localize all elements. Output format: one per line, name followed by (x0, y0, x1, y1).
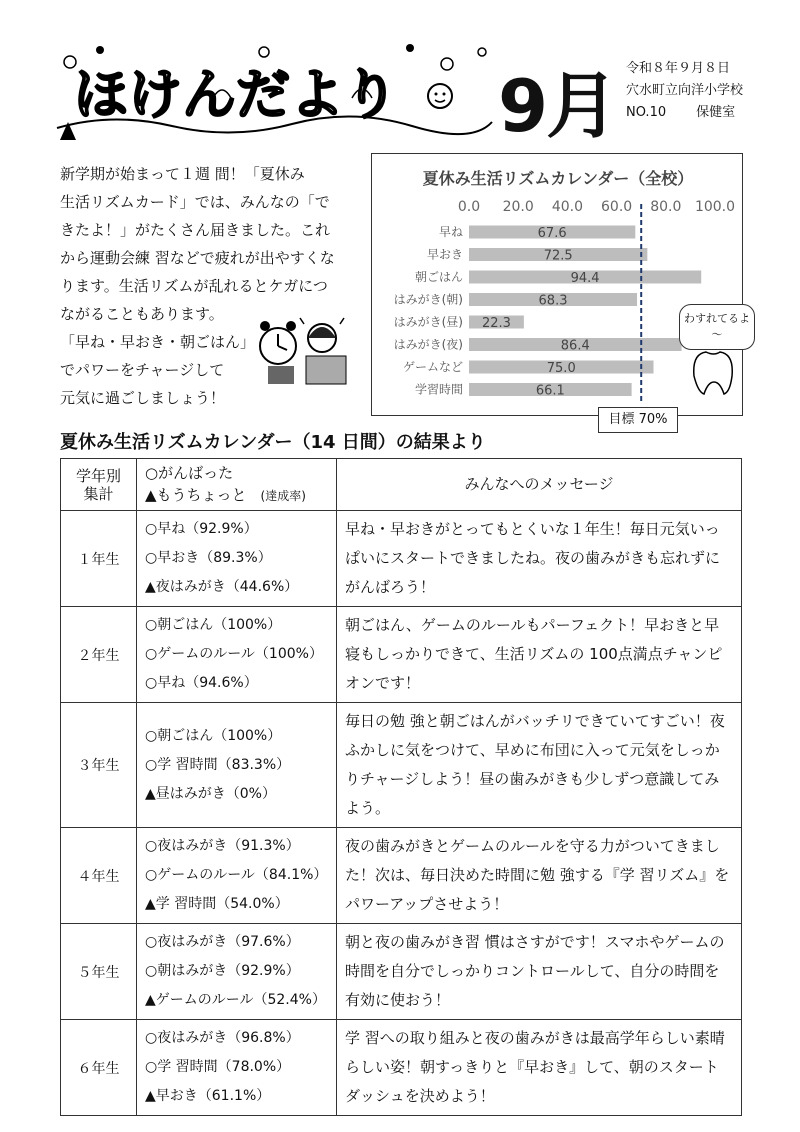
masthead-title: ほけんだより (74, 63, 398, 126)
achievement-item: ▲ゲームのルール（52.4%） (145, 992, 326, 1008)
target-label: 目標 70% (598, 407, 678, 433)
table-row (61, 607, 742, 703)
category-label: ゲームなど (402, 360, 463, 374)
chart-frame (371, 153, 743, 416)
table-row (61, 703, 742, 828)
category-label: はみがき(昼) (393, 315, 463, 329)
achievement-item: ○朝はみがき（92.9%） (145, 963, 300, 979)
school-name: 穴水町立向洋小学校 (626, 83, 744, 98)
grade-cell: ６年生 (61, 1020, 137, 1116)
achievement-item: ○夜はみがき（97.6%） (145, 934, 300, 950)
intro-line: 新学期が始まって１週 間！「夏休み (60, 165, 305, 183)
grade-cell: １年生 (61, 511, 137, 607)
bar-chart (372, 154, 744, 417)
table-row (61, 511, 742, 607)
message-cell: 朝と夜の歯みがき習 慣はさすがです！スマホやゲームの時間を自分でしっかりコントロールして、自分の時間を有効に使おう！ (337, 924, 742, 1020)
speech-bubble: わすれてるよ～ (679, 304, 755, 350)
data-label: 72.5 (543, 248, 573, 264)
data-label: 67.6 (537, 226, 567, 241)
achievement-item: ○ゲームのルール（100%） (145, 646, 323, 662)
items-cell (137, 828, 337, 924)
intro-line: 生活リズムカード」では、みんなの「で (60, 193, 330, 211)
data-label: 75.0 (546, 361, 576, 376)
data-label: 94.4 (570, 271, 600, 286)
category-label: はみがき(夜) (393, 337, 463, 352)
table-row (61, 828, 742, 924)
message-header: みんなへのメッセージ (337, 459, 742, 511)
achievement-item: ▲昼はみがき（0%） (145, 785, 276, 802)
office-name: 保健室 (696, 105, 736, 120)
items-header (137, 459, 337, 511)
grade-cell: ３年生 (61, 703, 137, 828)
chart-title: 夏休み生活リズムカレンダー（全校） (422, 169, 694, 188)
data-label: 22.3 (481, 316, 511, 331)
table-header-row (61, 459, 742, 511)
category-label: はみがき(朝) (393, 292, 463, 307)
items-cell (137, 1020, 337, 1116)
grade-header (61, 459, 137, 511)
achievement-item: ○朝ごはん（100%） (145, 727, 282, 744)
items-cell (137, 703, 337, 828)
section-title: 夏休み生活リズムカレンダー（14 日間）の結果より (60, 432, 486, 453)
alarm-clock-illustration (256, 312, 356, 390)
issue-number: NO.10 (626, 105, 667, 120)
x-tick-label: 100.0 (694, 199, 736, 215)
message-cell: 早ね・早おきがとってもとくいな１年生！毎日元気いっぱいにスタートできましたね。夜の歯みがきも忘れずにがんばろう！ (337, 511, 742, 607)
category-label: 早ね (438, 225, 463, 239)
rate-header: (達成率) (260, 489, 306, 503)
masthead-logo (52, 40, 497, 140)
good-header: ○がんばった (145, 464, 234, 482)
category-label: 朝ごはん (414, 270, 463, 284)
items-cell (137, 924, 337, 1020)
grade-cell: ５年生 (61, 924, 137, 1020)
table-row (61, 1020, 742, 1116)
table-row (61, 924, 742, 1020)
issue-date: 令和８年９月８日 (626, 61, 731, 76)
month-title: 9月 (498, 64, 617, 148)
achievement-item: ○夜はみがき（96.8%） (145, 1030, 300, 1046)
category-label: 早おき (426, 247, 463, 262)
message-cell: 毎日の勉 強と朝ごはんがバッチリできていてすごい！夜ふかしに気をつけて、早めに布団に入って元気をしっかりチャージしよう！昼の歯みがきも少しずつ意識してみよう。 (337, 703, 742, 828)
intro-line: から運動会練 習などで疲れが出やすくな (60, 249, 335, 267)
achievement-item: ○学 習時間（78.0%） (145, 1059, 291, 1075)
achievement-item: ○ゲームのルール（84.1%） (145, 867, 328, 883)
message-cell: 朝ごはん、ゲームのルールもパーフェクト！早おきと早寝もしっかりできて、生活リズムの 100点満点チャンピオンです！ (337, 607, 742, 703)
grade-cell: ４年生 (61, 828, 137, 924)
data-label: 86.4 (560, 338, 590, 354)
achievement-item: ○早おき（89.3%） (145, 550, 272, 566)
issue-meta (626, 58, 743, 124)
x-tick-label: 40.0 (551, 199, 583, 215)
x-tick-label: 20.0 (502, 199, 534, 215)
intro-line: ります。生活リズムが乱れるとケガにつ (60, 277, 328, 295)
intro-line: 「早ね・早おき・朝ごはん」 (60, 333, 256, 351)
x-tick-label: 0.0 (457, 199, 481, 215)
x-tick-label: 60.0 (601, 199, 633, 215)
grade-cell: ２年生 (61, 607, 137, 703)
intro-line: きたよ！」がたくさん届きました。これ (60, 221, 331, 239)
achievement-item: ○学 習時間（83.3%） (145, 756, 291, 773)
achievement-item: ○早ね（92.9%） (145, 521, 258, 537)
achievement-item: ▲学 習時間（54.0%） (145, 896, 289, 912)
items-cell (137, 607, 337, 703)
grade-header-line2: 集計 (83, 484, 114, 503)
data-label: 66.1 (535, 383, 565, 399)
results-table (60, 458, 742, 1116)
intro-line: ながることもあります。 (60, 305, 224, 323)
achievement-item: ○朝ごはん（100%） (145, 617, 282, 633)
achievement-item: ▲早おき（61.1%） (145, 1088, 271, 1104)
tooth-character (694, 352, 733, 394)
more-header: ▲もうちょっと (145, 486, 247, 504)
category-label: 学習時間 (414, 382, 463, 397)
items-cell (137, 511, 337, 607)
table-body (61, 511, 742, 1116)
grade-header-line1: 学年別 (75, 466, 121, 485)
data-label: 68.3 (538, 293, 568, 309)
message-cell: 夜の歯みがきとゲームのルールを守る力がついてきました！次は、毎日決めた時間に勉 強する『学 習リズム』をパワーアップさせよう！ (337, 828, 742, 924)
intro-line: 元気に過ごしましょう！ (60, 389, 226, 407)
intro-line: でパワーをチャージして (60, 361, 225, 379)
achievement-item: ▲夜はみがき（44.6%） (145, 579, 299, 595)
achievement-item: ○夜はみがき（91.3%） (145, 838, 300, 854)
x-tick-label: 80.0 (650, 199, 682, 215)
achievement-item: ○早ね（94.6%） (145, 675, 258, 691)
message-cell: 学 習への取り組みと夜の歯みがきは最高学年らしい素晴らしい姿！朝すっきりと『早おき』して、朝のスタートダッシュを決めよう！ (337, 1020, 742, 1116)
